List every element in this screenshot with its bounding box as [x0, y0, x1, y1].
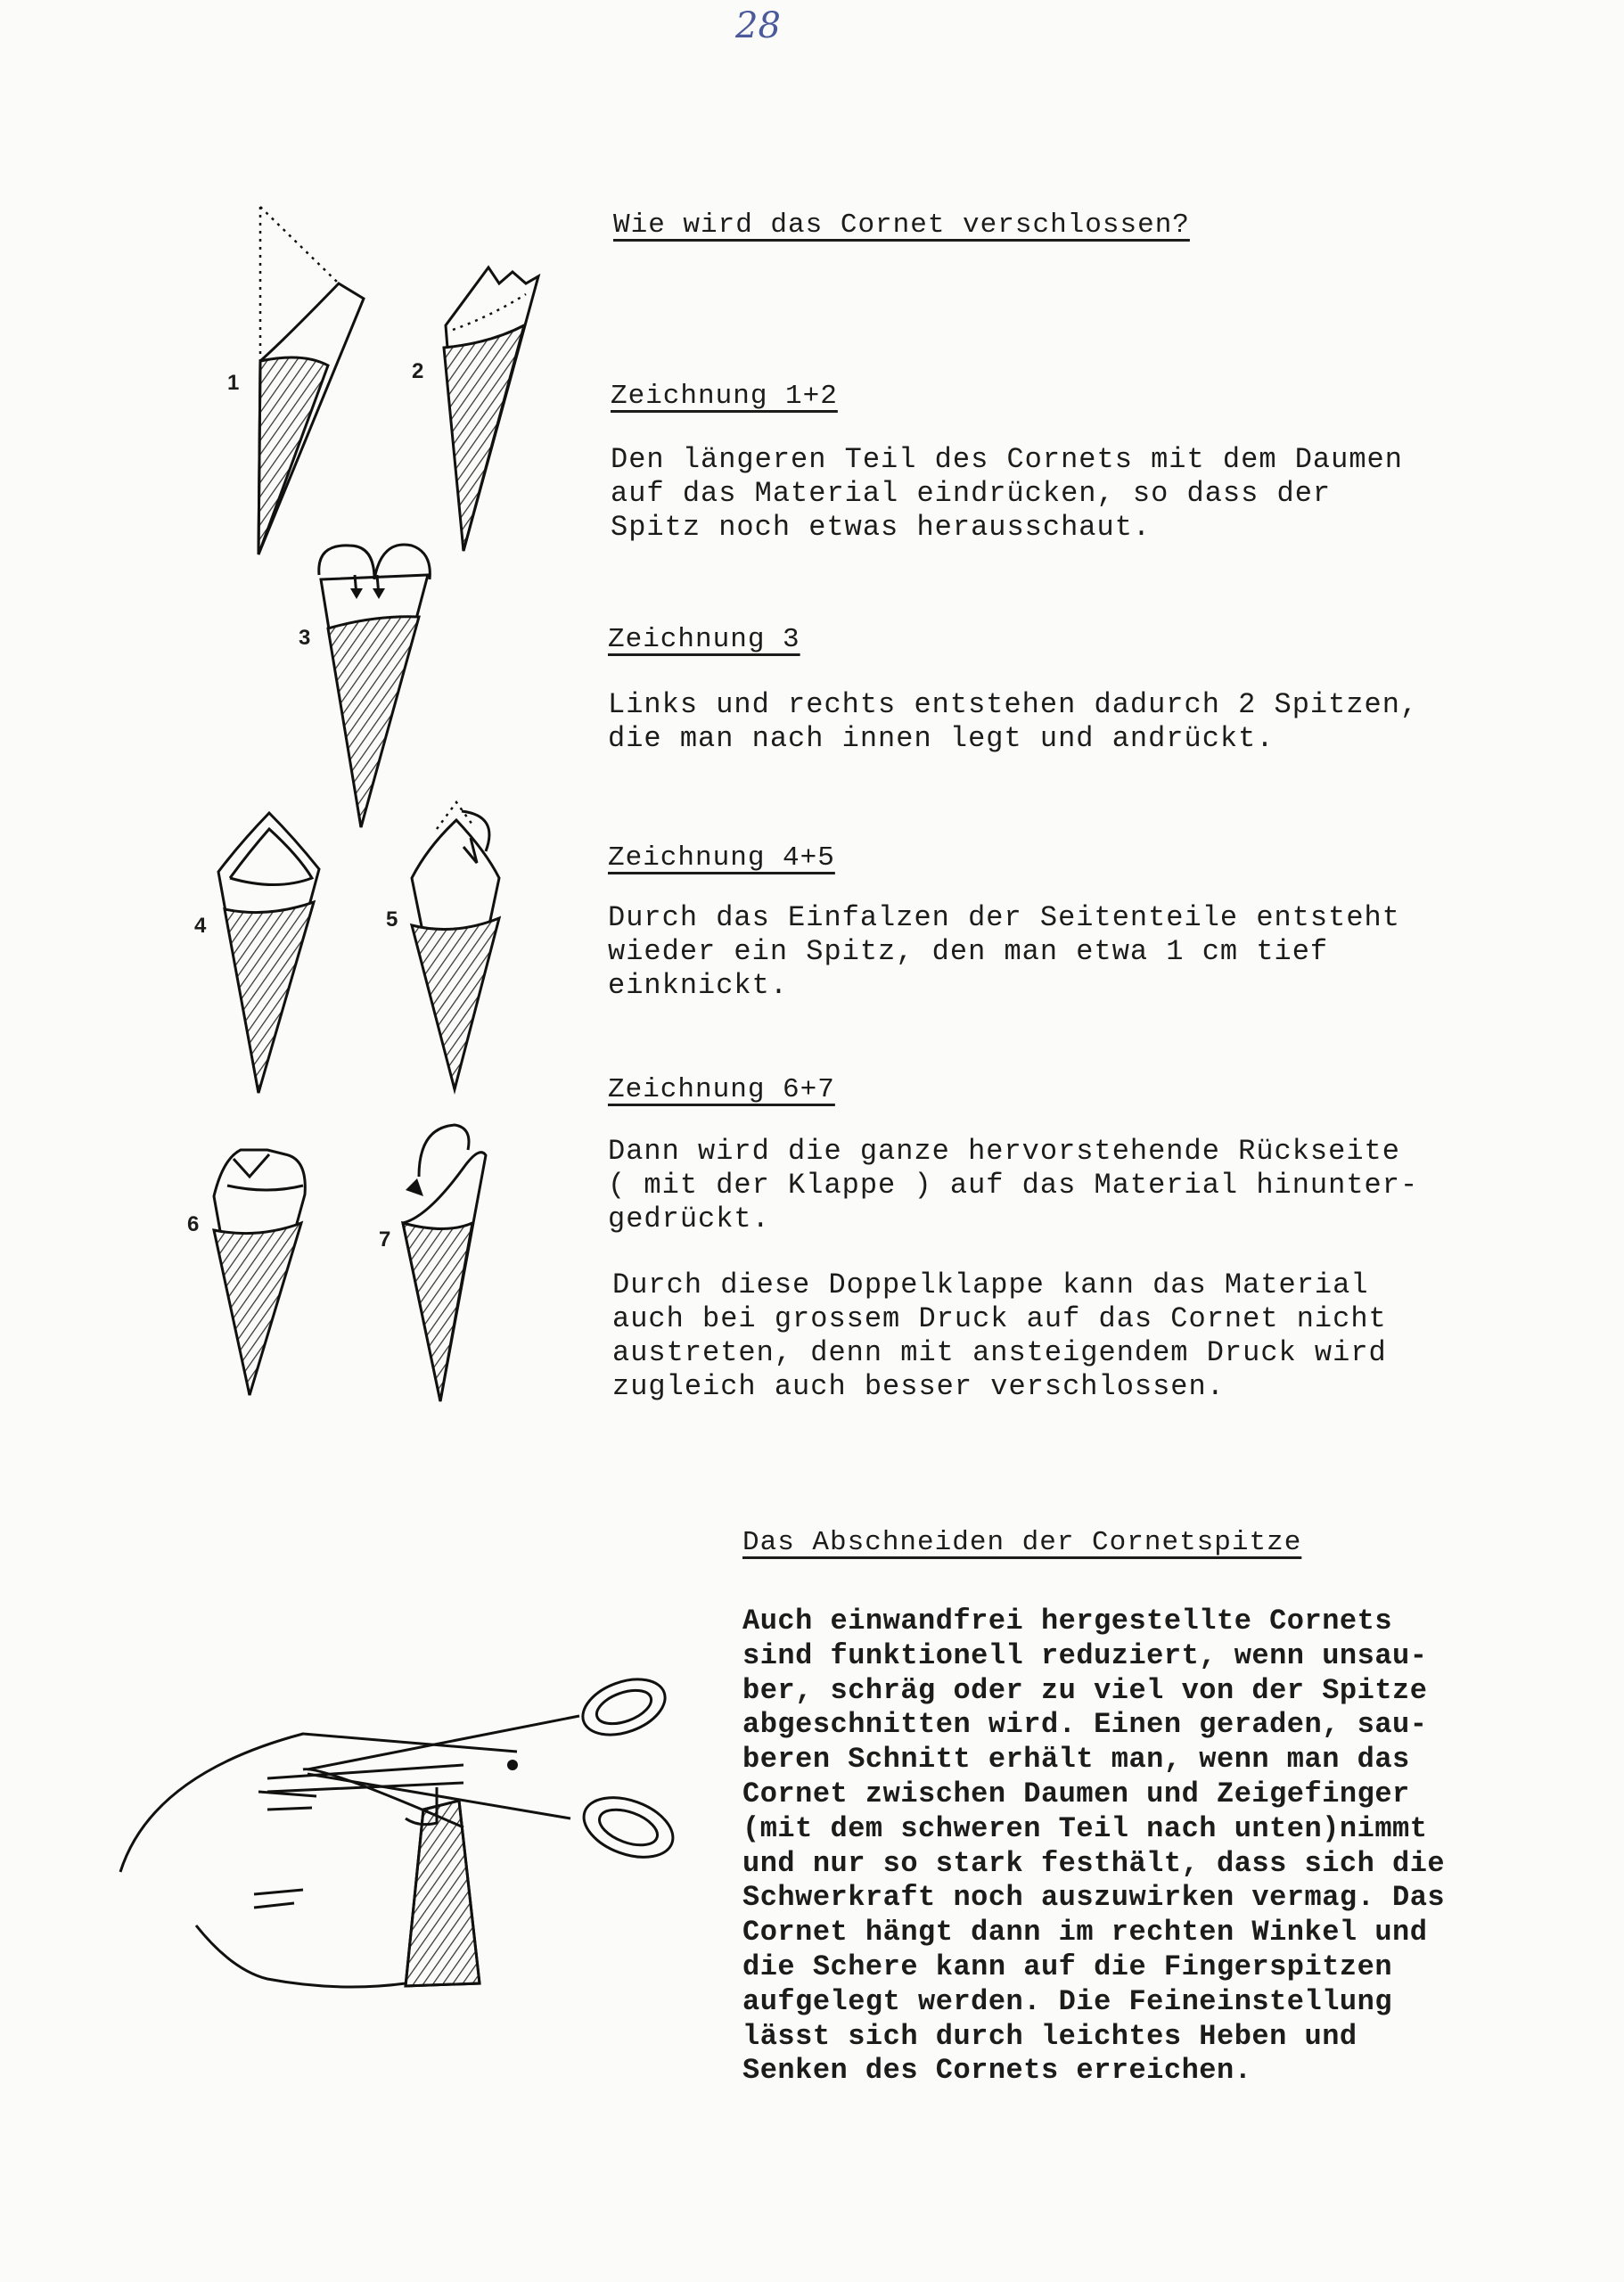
- cone-figure-3: [319, 545, 431, 827]
- figure-label-3: 3: [299, 626, 311, 650]
- figure-label-4: 4: [194, 914, 207, 938]
- figure-label-1: 1: [227, 371, 240, 395]
- figure-label-7: 7: [379, 1227, 391, 1252]
- step-text: Links und rechts entstehen dadurch 2 Spitzen, die man nach innen legt und andrückt.: [608, 688, 1419, 755]
- step-heading: Zeichnung 6+7: [608, 1074, 835, 1105]
- figure-label-2: 2: [412, 359, 424, 383]
- step-text: Durch das Einfalzen der Seitenteile entsteht wieder ein Spitz, den man etwa 1 cm tief einknickt.: [608, 901, 1400, 1002]
- page-number: 28: [735, 5, 781, 46]
- step-heading: Zeichnung 4+5: [608, 842, 835, 874]
- hand-scissors-figure: [120, 1669, 681, 1987]
- extra-text: Durch diese Doppelklappe kann das Material auch bei grossem Druck auf das Cornet nicht austreten, denn mit ansteigendem Druck wird zugleich auch besser verschlossen.: [612, 1268, 1387, 1403]
- section-text: Auch einwandfrei hergestellte Cornets sind funktionell reduziert, wenn unsau- ber, schräg oder zu viel von der Spitze abgeschnitten wird. Einen geraden, sau- beren Schnitt erhält man, wenn man das Cornet zwischen Daumen und Zeigefinger (mit dem schweren Teil nach unten)nimmt und nur so stark festhält, dass sich die Schwerkraft noch auszuwirken vermag. Das Cornet hängt dann im rechten Winkel und die Schere kann auf die Fingerspitzen aufgelegt werden. Die Feineinstellung lässt sich durch leichtes Heben und Senken des Cornets erreichen.: [742, 1605, 1446, 2088]
- cone-figure-7: [403, 1125, 486, 1401]
- cone-figure-2: [444, 267, 538, 551]
- section-heading: Das Abschneiden der Cornetspitze: [742, 1527, 1302, 1558]
- cone-figure-1: [258, 207, 364, 554]
- section-heading: Wie wird das Cornet verschlossen?: [613, 209, 1190, 241]
- cone-figure-5: [412, 802, 499, 1089]
- step-heading: Zeichnung 3: [608, 624, 800, 655]
- cone-figure-6: [214, 1150, 305, 1395]
- step-text: Den längeren Teil des Cornets mit dem Daumen auf das Material eindrücken, so dass der Spitz noch etwas herausschaut.: [611, 443, 1403, 544]
- step-text: Dann wird die ganze hervorstehende Rückseite ( mit der Klappe ) auf das Material hinunter- gedrückt.: [608, 1135, 1419, 1235]
- step-heading: Zeichnung 1+2: [611, 381, 838, 412]
- cone-figure-4: [218, 813, 319, 1093]
- figure-label-6: 6: [187, 1212, 200, 1236]
- figure-label-5: 5: [386, 907, 398, 932]
